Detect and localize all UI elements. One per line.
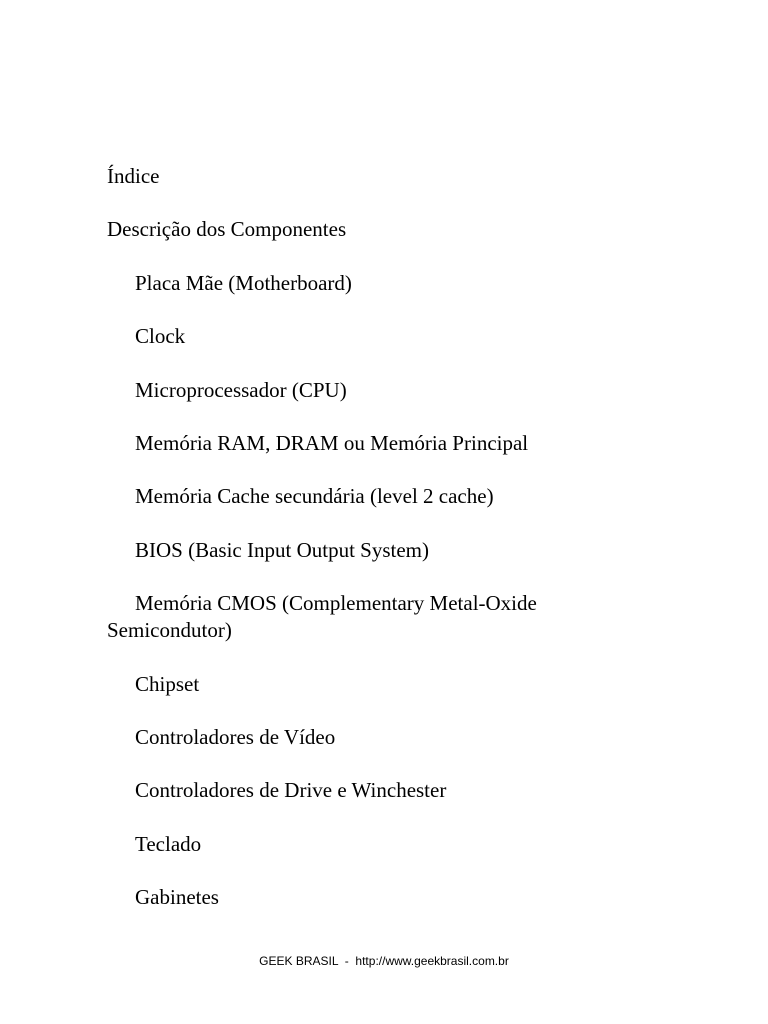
toc-item-memoria-ram: Memória RAM, DRAM ou Memória Principal <box>135 430 529 455</box>
toc-item-clock: Clock <box>135 324 186 349</box>
toc-item-chipset: Chipset <box>135 671 200 696</box>
document-body <box>107 163 627 937</box>
index-title: Índice <box>107 164 160 188</box>
toc-item-teclado: Teclado <box>135 831 202 856</box>
toc-item-microprocessador: Microprocessador (CPU) <box>135 377 347 402</box>
toc-item-memoria-cache: Memória Cache secundária (level 2 cache) <box>135 484 494 509</box>
toc-item-controladores-video: Controladores de Vídeo <box>135 724 336 749</box>
section-title: Descrição dos Componentes <box>107 217 347 242</box>
footer-separator: - <box>338 954 356 968</box>
footer-site-name: GEEK BRASIL <box>259 954 339 968</box>
toc-item-memoria-cmos: Memória CMOS (Complementary Metal-Oxide Semicondutor) <box>107 591 537 643</box>
toc-item-gabinetes: Gabinetes <box>135 885 219 910</box>
toc-item-bios: BIOS (Basic Input Output System) <box>135 537 429 562</box>
footer-url: http://www.geekbrasil.com.br <box>355 954 509 968</box>
page-footer <box>0 953 768 969</box>
toc-item-controladores-drive: Controladores de Drive e Winchester <box>135 778 447 803</box>
toc-item-placa-mae: Placa Mãe (Motherboard) <box>135 270 352 295</box>
